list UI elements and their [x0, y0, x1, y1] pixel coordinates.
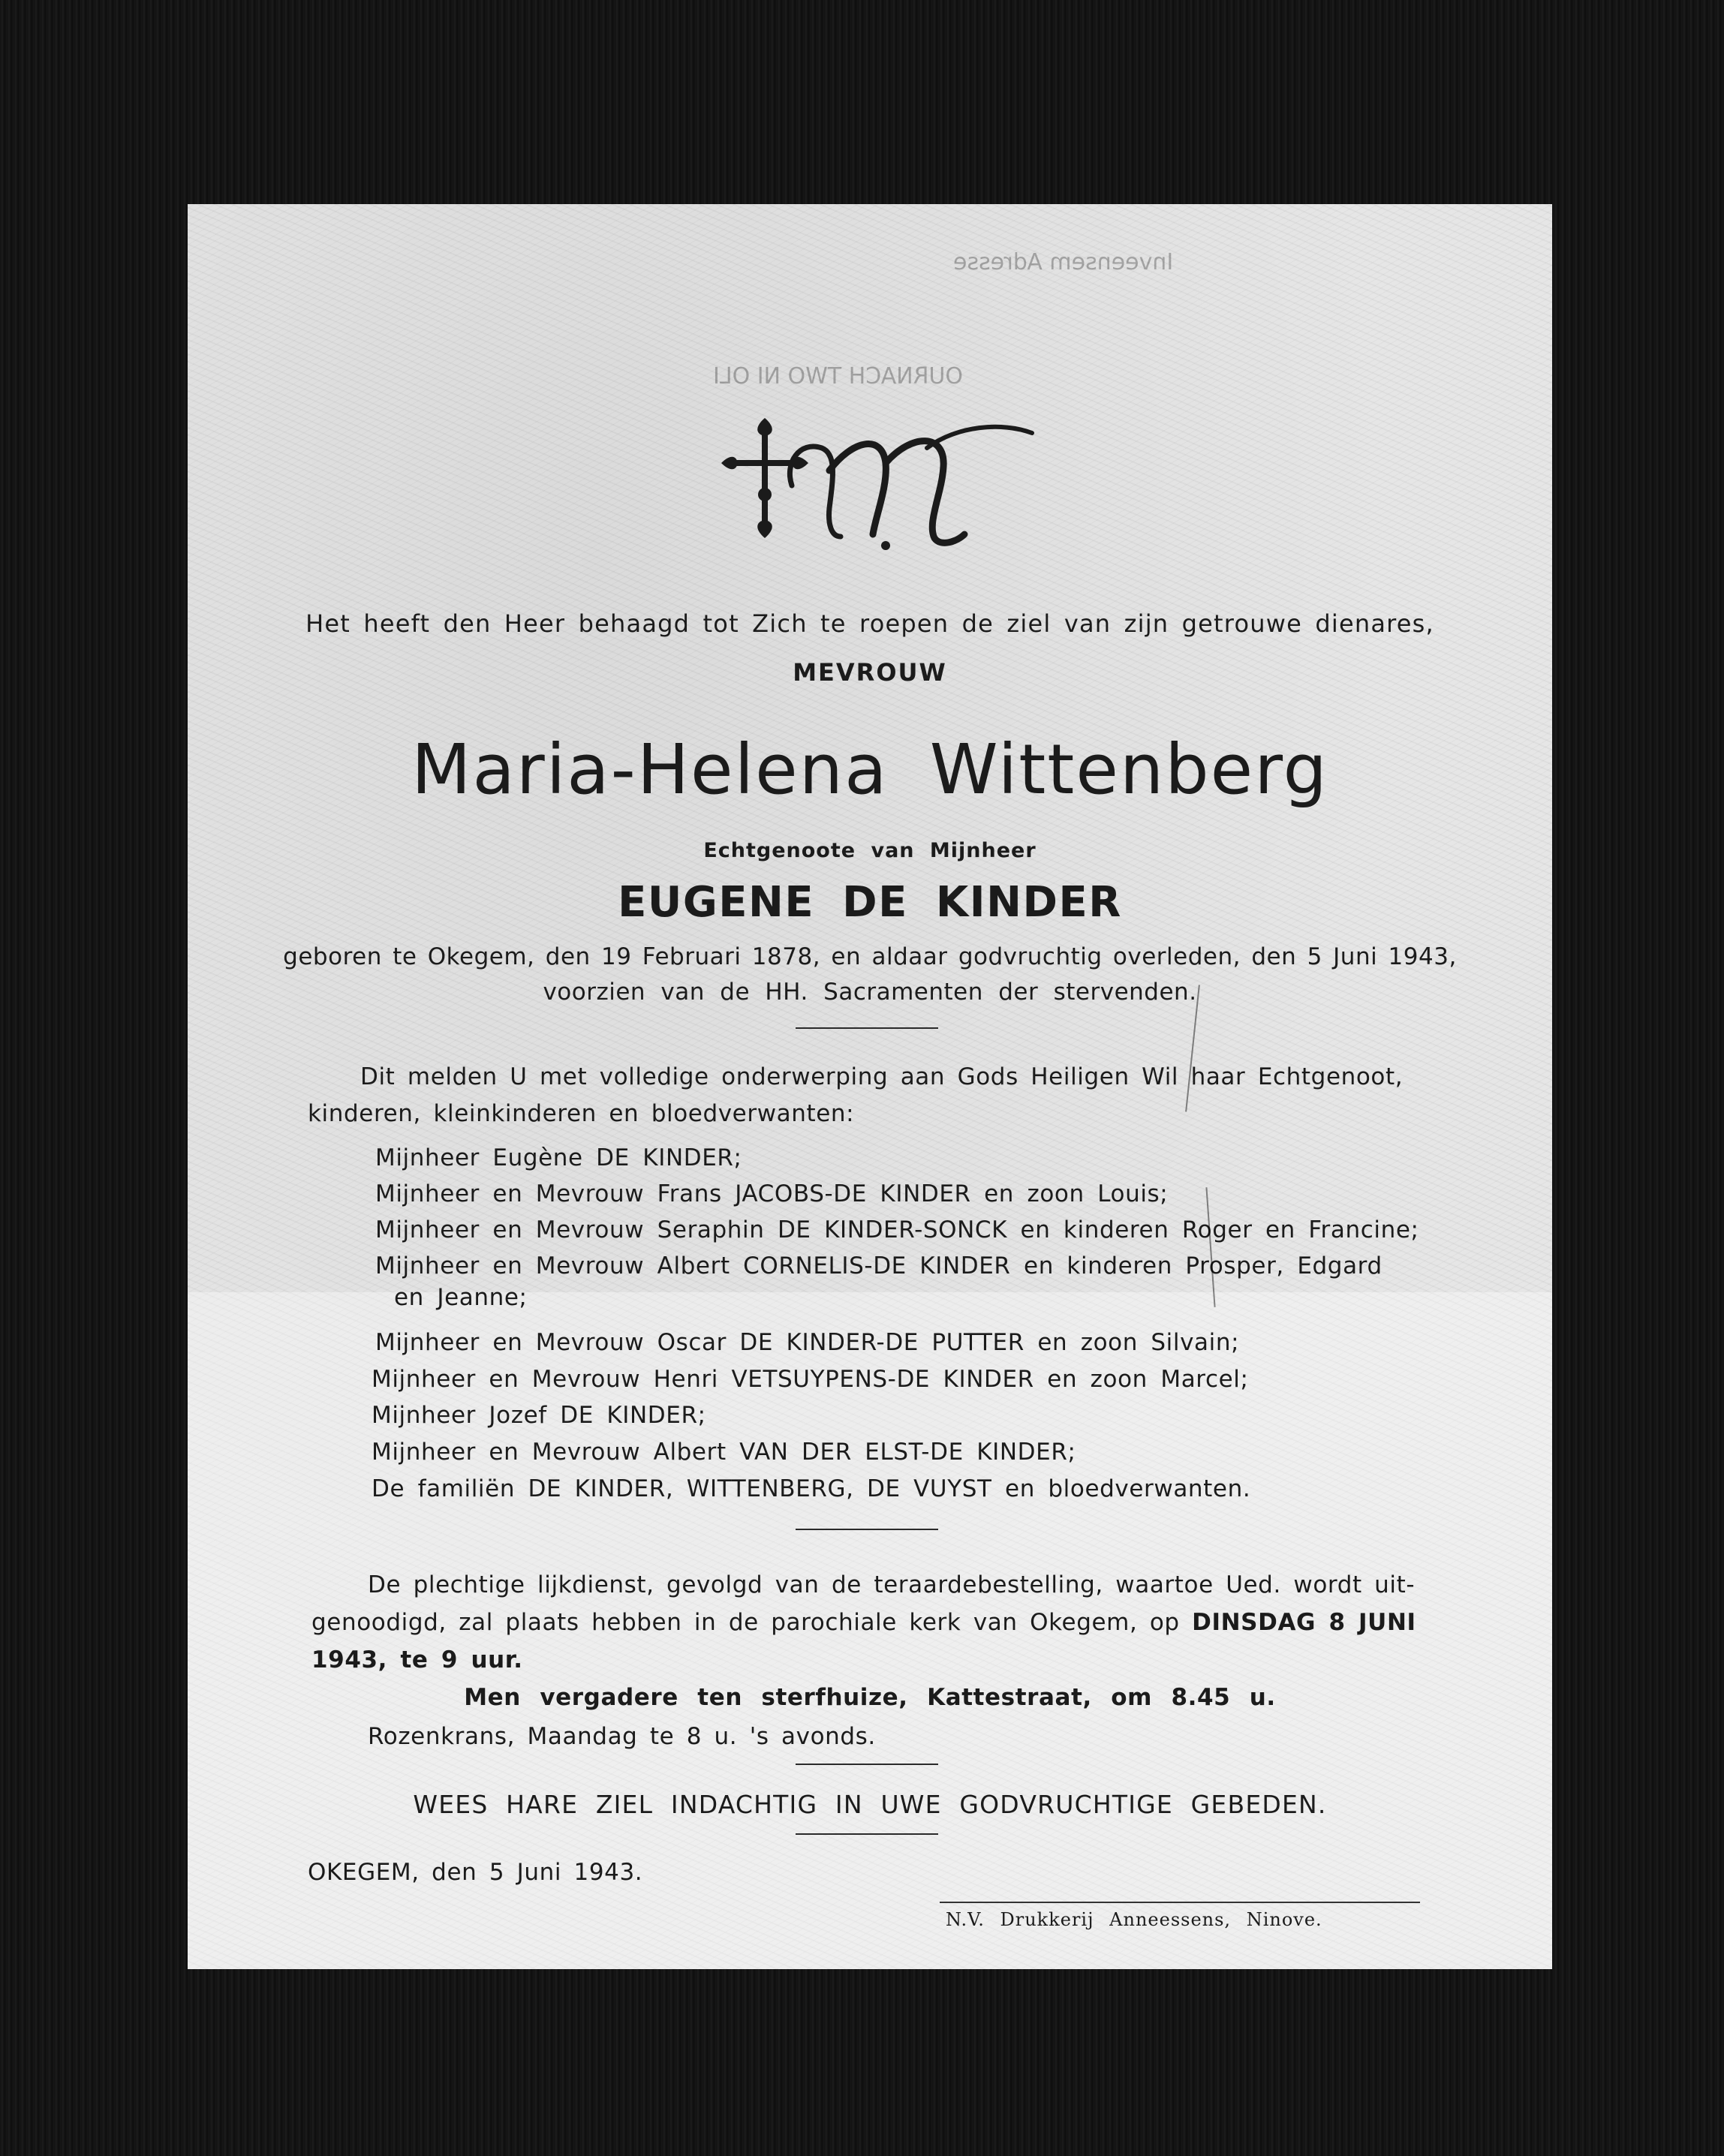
announcement-line: kinderen, kleinkinderen en bloedverwanten: [308, 1100, 855, 1127]
list-item: Mijnheer en Mevrouw Frans JACOBS-DE KINDER en zoon Louis; [375, 1180, 1169, 1207]
list-item: Mijnheer en Mevrouw Seraphin DE KINDER-SONCK en kinderen Roger en Francine; [375, 1216, 1419, 1243]
spouse-name: EUGENE DE KINDER [618, 878, 1122, 927]
bleed-through-text: OURNACH TWO NI OLI [713, 363, 964, 389]
service-line: De plechtige lijkdienst, gevolgd van de teraardebestelling, waartoe Ued. wordt uit- [368, 1571, 1416, 1598]
spouse-prefix: Echtgenoote van Mijnheer [703, 839, 1037, 862]
list-item: Mijnheer en Mevrouw Albert VAN DER ELST-DE KINDER; [372, 1439, 1076, 1466]
list-item: en Jeanne; [394, 1284, 528, 1311]
service-year-time: 1943, te 9 uur. [311, 1646, 523, 1673]
bleed-through-text: Inveensem Adresse [953, 249, 1174, 275]
scan-scratch [1205, 1187, 1215, 1307]
intro-text: Het heeft den Heer behaagd tot Zich te roepen de ziel van zijn getrouwe dienares, [305, 609, 1434, 638]
announcement-line: Dit melden U met volledige onderwerping aan Gods Heiligen Wil haar Echtgenoot, [360, 1063, 1404, 1090]
divider [796, 1833, 938, 1835]
list-item: Mijnheer en Mevrouw Henri VETSUYPENS-DE KINDER en zoon Marcel; [372, 1366, 1249, 1393]
list-item: Mijnheer en Mevrouw Oscar DE KINDER-DE PUTTER en zoon Silvain; [375, 1329, 1240, 1356]
service-line [311, 1609, 1416, 1636]
printer-credit: N.V. Drukkerij Anneessens, Ninove. [946, 1909, 1322, 1930]
gathering-line: Men vergadere ten sterfhuize, Kattestraat, om 8.45 u. [464, 1684, 1276, 1711]
list-item: Mijnheer en Mevrouw Albert CORNELIS-DE KINDER en kinderen Prosper, Edgard [375, 1252, 1383, 1279]
rosary-line: Rozenkrans, Maandag te 8 u. 's avonds. [368, 1723, 876, 1750]
cross-monogram-icon [702, 410, 1040, 553]
title-prefix: MEVROUW [793, 658, 947, 687]
service-text: genoodigd, zal plaats hebben in de parochiale kerk van Okegem, op [311, 1609, 1193, 1636]
divider [796, 1027, 938, 1029]
place-date: OKEGEM, den 5 Juni 1943. [308, 1859, 643, 1886]
prayer-line: WEES HARE ZIEL INDACHTIG IN UWE GODVRUCHTIGE GEBEDEN. [413, 1790, 1327, 1819]
service-date: DINSDAG 8 JUNI [1192, 1609, 1416, 1636]
printer-rule [940, 1902, 1420, 1903]
divider [796, 1529, 938, 1530]
list-item: Mijnheer Eugène DE KINDER; [375, 1144, 742, 1171]
list-item: Mijnheer Jozef DE KINDER; [372, 1402, 706, 1429]
death-notice-card [188, 204, 1552, 1969]
deceased-name: Maria-Helena Wittenberg [411, 729, 1328, 810]
list-item: De familiën DE KINDER, WITTENBERG, DE VUYST en bloedverwanten. [372, 1475, 1251, 1502]
birth-death-line: geboren te Okegem, den 19 Februari 1878, en aldaar godvruchtig overleden, den 5 Juni 1943, [283, 943, 1457, 970]
sacraments-line: voorzien van de HH. Sacramenten der stervenden. [543, 979, 1197, 1006]
divider [796, 1764, 938, 1765]
